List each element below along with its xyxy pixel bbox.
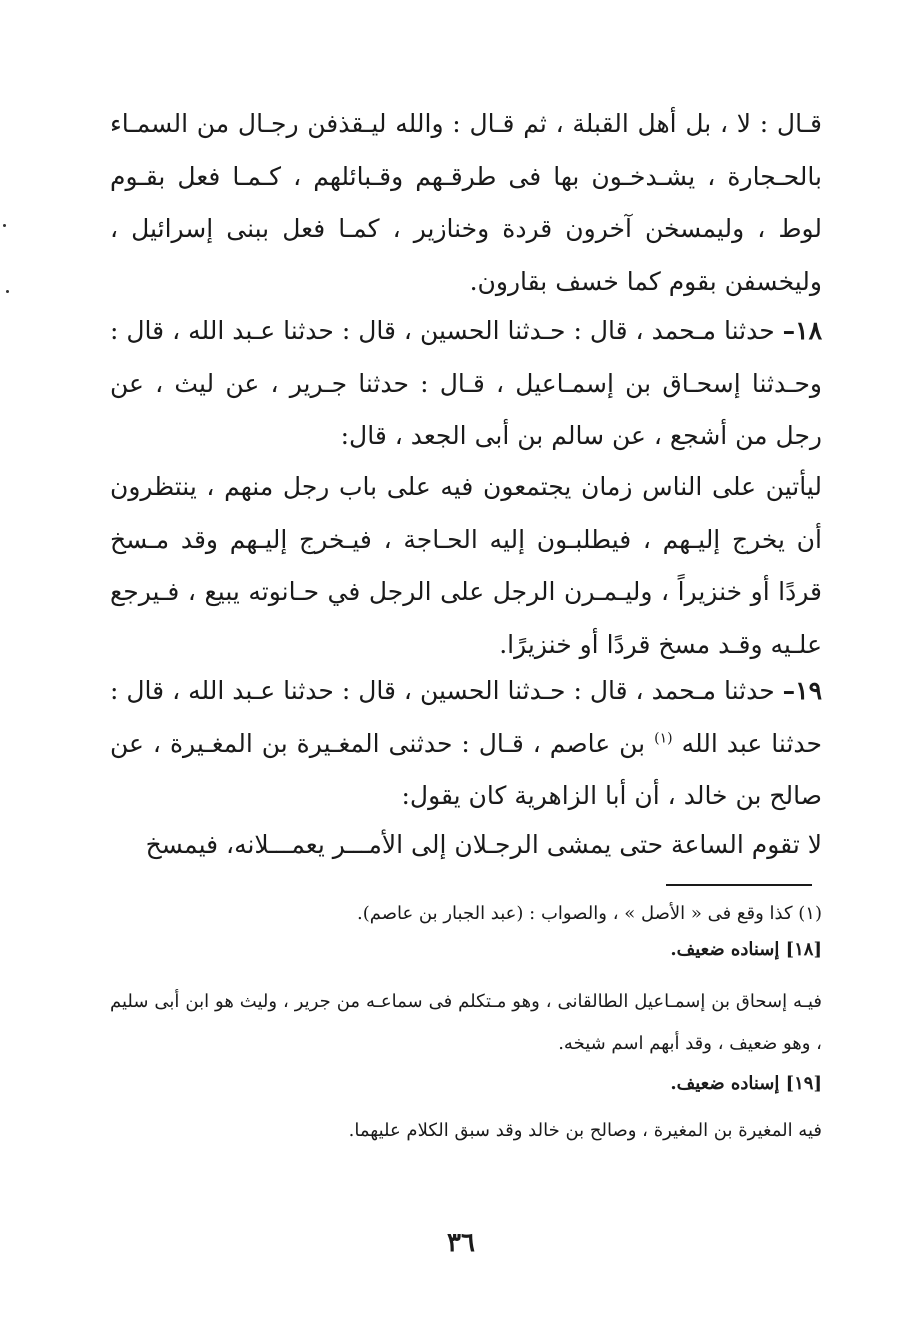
hadith-19-chain [110,665,822,823]
footnote-1: (١) كذا وقع فى « الأصل » ، والصواب : (عبد الجبار بن عاصم). [356,903,822,924]
footnote-grading-18: [١٨] إسناده ضعيف. [670,939,822,960]
hadith-19-text [110,819,822,872]
footnote-divider [666,884,812,886]
hadith-18-text [110,461,822,671]
hadith-number: ١٩– [782,676,822,705]
footnote-comment-18: فيـه إسحاق بن إسمـاعيل الطالقانى ، وهو مـتكلم فى سماعـه من جرير ، وليث هو ابن أبى سليم ، وهو ضعيف ، وقد أبهم اسم شيخه. [110,991,822,1054]
paragraph-text: قـال : لا ، بل أهل القبلة ، ثم قـال : والله ليـقذفن رجـال من السمـاء بالحـجارة ، يشـدخـون بها فى طرقـهم وقـبائلهم ، كـمـا فعل بقـوم لوط ، وليمسخن آخرون قردة وخنازير ، كمـا فعل ببنى إسرائيل ، وليخسفن بقوم كما خسف بقارون. [110,109,822,296]
paragraph-continuation [110,98,822,308]
margin-mark [3,224,6,227]
hadith-18-chain [110,305,822,463]
isnad-text: حدثنا مـحمد ، قال : حـدثنا الحسين ، قال : حدثنا عـبد الله ، قال : وحـدثنا إسحـاق بن إسمـاعيل ، قـال : حدثنا جـرير ، عن ليث ، عن رجل من أشجع ، عن سالم بن أبى الجعد ، قال: [110,316,822,450]
matn-text: لا تقوم الساعة حتى يمشى الرجـلان إلى الأمـــر يعمـــلانه، فيمسخ [145,830,822,859]
isnad-text: بن عاصم ، قـال : حدثنى المغـيرة بن المغـيرة ، عن صالح بن خالد ، أن أبا الزاهرية كان يقول: [110,728,822,810]
footnote-comment-19: فيه المغيرة بن المغيرة ، وصالح بن خالد وقد سبق الكلام عليهما. [348,1120,822,1141]
margin-mark [6,290,9,293]
hadith-number: ١٨– [782,316,822,345]
isnad-text: حدثنا مـحمد ، قال : حـدثنا الحسين ، قال : حدثنا عـبد الله ، قال : حدثنا عبد الله [110,676,823,758]
footnote-reference[interactable]: (١) [654,730,673,747]
footnote-grading-19: [١٩] إسناده ضعيف. [670,1073,822,1094]
page-number: ٣٦ [447,1228,475,1258]
matn-text: ليأتين على الناس زمان يجتمعون فيه على باب رجل منهم ، ينتظرون أن يخرج إليـهم ، فيطلبـون إليه الحـاجة ، فيـخرج إليـهم وقد مـسخ قردًا أو خنزيراً ، وليـمـرن الرجل على الرجل في حـانوته يبيع ، فـيرجع علـيه وقـد مسخ قردًا أو خنزيرًا. [110,472,822,659]
